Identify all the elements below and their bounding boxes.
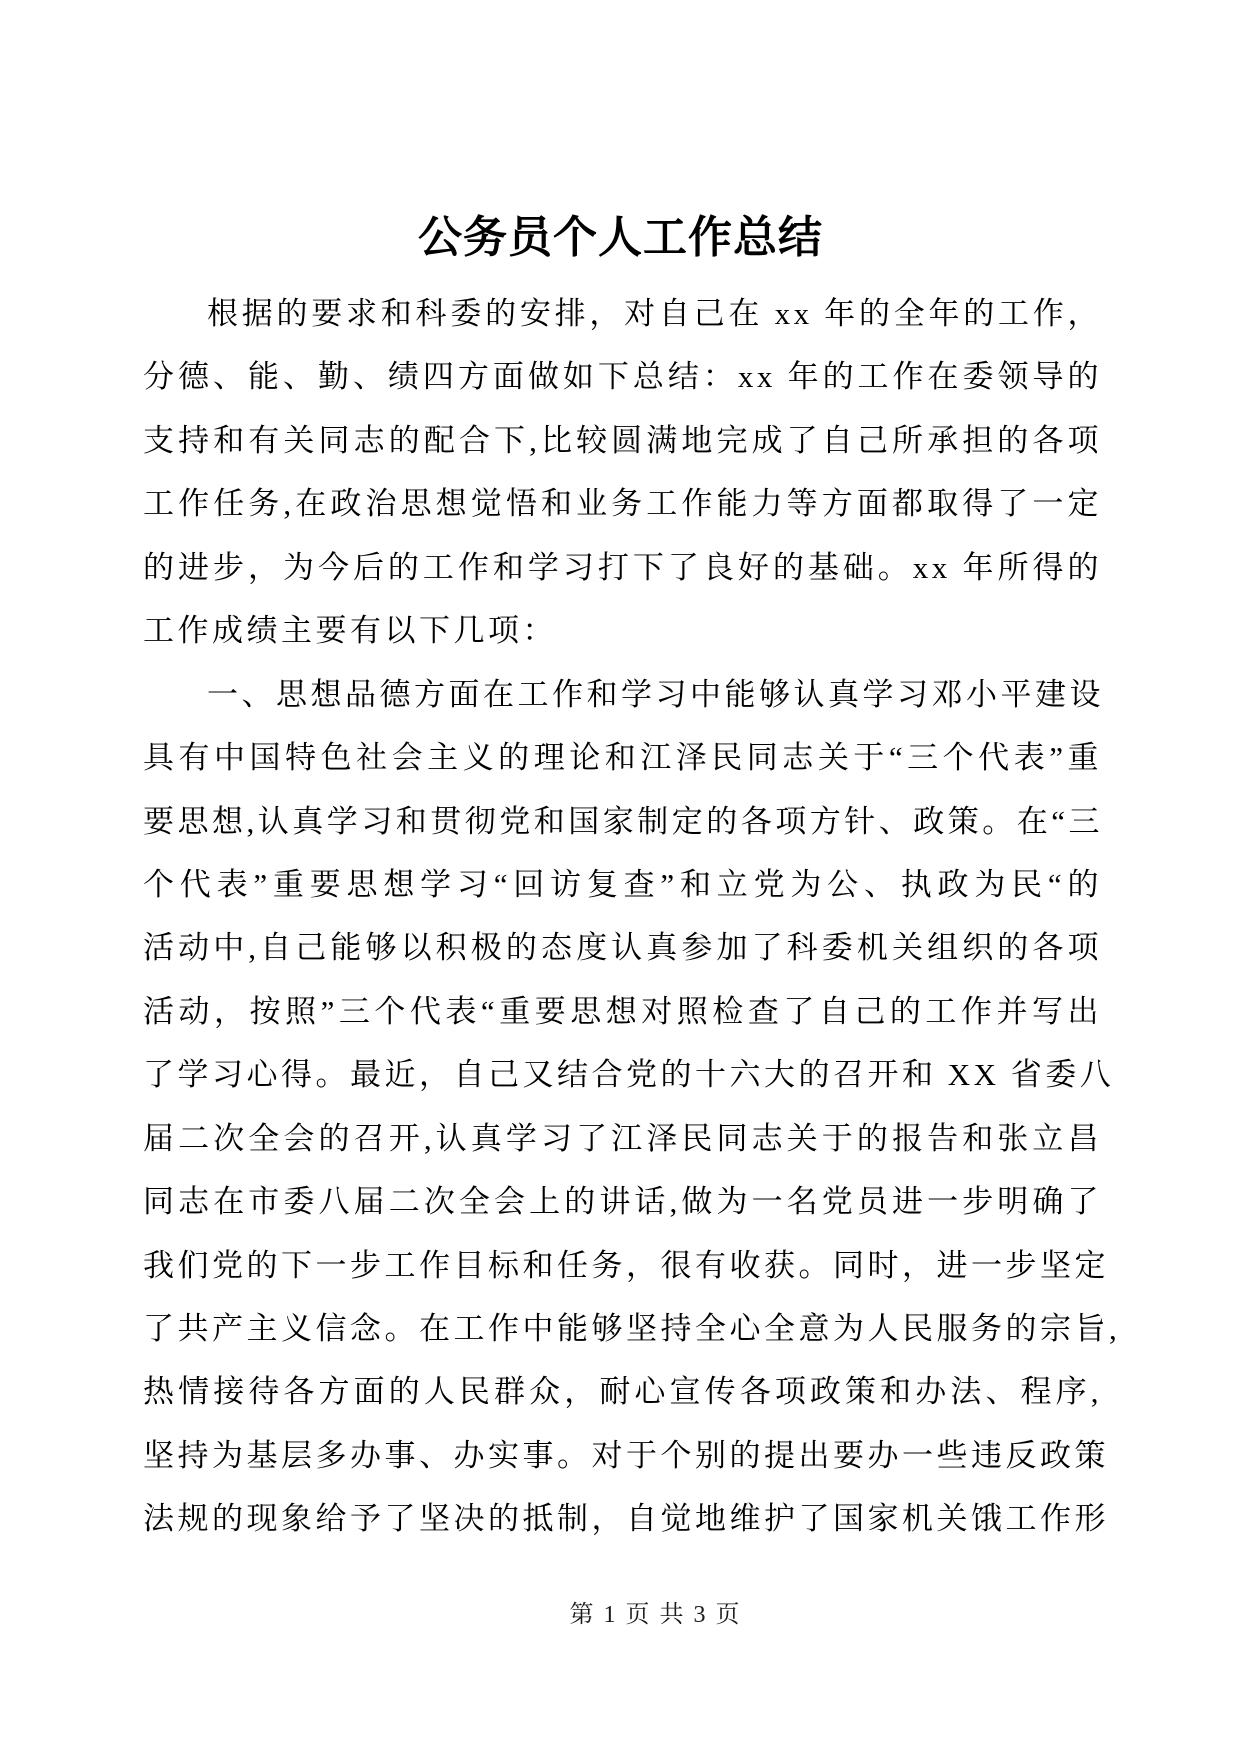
document-title: 公务员个人工作总结 — [418, 213, 823, 262]
body-line: 工作任务,在政治思想觉悟和业务工作能力等方面都取得了一定 — [143, 486, 1102, 522]
body-line: 具有中国特色社会主义的理论和江泽民同志关于“三个代表”重 — [143, 740, 1102, 776]
body-line: 要思想,认真学习和贯彻党和国家制定的各项方针、政策。在“三 — [143, 803, 1104, 839]
body-line: 热情接待各方面的人民群众，耐心宣传各项政策和办法、程序, — [143, 1374, 1102, 1410]
body-line: 个代表”重要思想学习“回访复查”和立党为公、执政为民“的 — [143, 866, 1102, 902]
body-line: 法规的现象给予了坚决的抵制，自觉地维护了国家机关饿工作形 — [143, 1501, 1109, 1537]
document-body — [143, 282, 1121, 1551]
body-line: 支持和有关同志的配合下,比较圆满地完成了自己所承担的各项 — [143, 422, 1102, 458]
body-line: 同志在市委八届二次全会上的讲话,做为一名党员进一步明确了 — [143, 1184, 1102, 1220]
body-line: 的进步，为今后的工作和学习打下了良好的基础。xx 年所得的 — [143, 549, 1102, 585]
page-footer: 第 1 页 共 3 页 — [569, 1602, 742, 1628]
body-line: 坚持为基层多办事、办实事。对于个别的提出要办一些违反政策 — [143, 1437, 1109, 1473]
body-line: 了共产主义信念。在工作中能够坚持全心全意为人民服务的宗旨, — [143, 1311, 1121, 1346]
body-line: 届二次全会的召开,认真学习了江泽民同志关于的报告和张立昌 — [143, 1120, 1102, 1156]
body-line: 我们党的下一步工作目标和任务，很有收获。同时，进一步坚定 — [143, 1247, 1109, 1283]
body-line: 一、思想品德方面在工作和学习中能够认真学习邓小平建设 — [207, 676, 1104, 712]
body-line: 根据的要求和科委的安排，对自己在 xx 年的全年的工作， — [207, 296, 1102, 331]
body-line: 分德、能、勤、绩四方面做如下总结：xx 年的工作在委领导的 — [143, 359, 1102, 395]
body-line: 工作成绩主要有以下几项： — [143, 613, 557, 649]
body-line: 活动中,自己能够以积极的态度认真参加了科委机关组织的各项 — [143, 930, 1102, 966]
body-line: 活动，按照”三个代表“重要思想对照检查了自己的工作并写出 — [143, 993, 1102, 1029]
body-line: 了学习心得。最近，自己又结合党的十六大的召开和 XX 省委八 — [143, 1057, 1115, 1093]
